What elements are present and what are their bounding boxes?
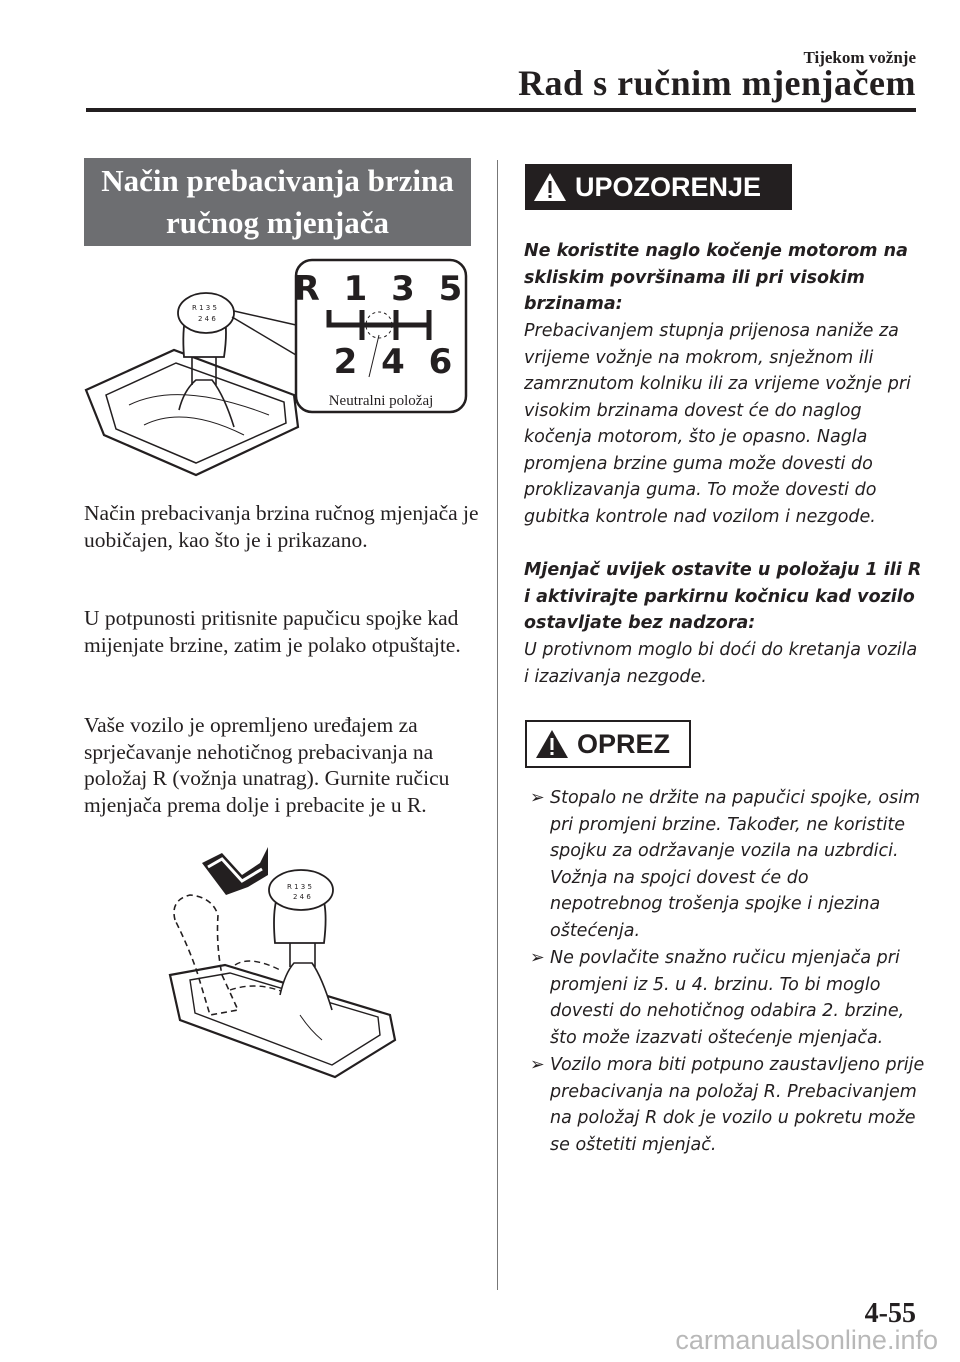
gear-pattern-figure bbox=[84, 255, 474, 480]
gear-row-bottom: 2 4 6 bbox=[333, 342, 459, 382]
warning-label: UPOZORENJE bbox=[575, 171, 762, 202]
neutral-position-label: Neutralni položaj bbox=[328, 393, 434, 409]
section-title-line1: Način prebacivanja brzina bbox=[101, 163, 454, 198]
svg-text:R 1 3 5: R 1 3 5 bbox=[287, 883, 312, 891]
svg-text:2 4 6: 2 4 6 bbox=[293, 893, 311, 901]
svg-text:R 1 3 5: R 1 3 5 bbox=[192, 304, 217, 312]
warning2-text: U protivnom moglo bi doći do kretanja vozila i izazivanja nezgode. bbox=[524, 640, 918, 687]
caution-item-text: Ne povlačite snažno ručicu mjenjača pri promjeni iz 5. u 4. brzinu. To bi moglo dovesti do nehotičnog odabira 2. brzine, što može izazvati oštećenje mjenjača. bbox=[550, 948, 905, 1048]
caution-banner bbox=[525, 720, 691, 768]
caution-triangle-icon bbox=[535, 729, 569, 759]
svg-text:2 4 6: 2 4 6 bbox=[198, 315, 216, 323]
watermark: carmanualsonline.info bbox=[675, 1325, 938, 1355]
section-title-box bbox=[84, 158, 471, 246]
warning-banner bbox=[525, 164, 792, 210]
warning1-heading: Ne koristite naglo kočenje motorom na skliskim površinama ili pri visokim brzinama: bbox=[524, 241, 908, 314]
caution-item bbox=[530, 785, 925, 944]
page-number: 4-55 bbox=[864, 1298, 916, 1329]
header-rule bbox=[86, 108, 916, 112]
arrow-bullet-icon: ➢ bbox=[530, 788, 545, 808]
chapter-title: Rad s ručnim mjenjačem bbox=[518, 63, 916, 103]
caution-item bbox=[530, 945, 925, 1051]
warning2-heading: Mjenjač uvijek ostavite u položaju 1 ili R i aktivirajte parkirnu kočnicu kad vozilo ostavljate bez nadzora: bbox=[524, 560, 922, 633]
paragraph-clutch: U potpunosti pritisnite papučicu spojke kad mijenjate brzine, zatim je polako otpuštajte. bbox=[84, 606, 461, 657]
warning-triangle-icon bbox=[533, 172, 567, 202]
caution-label: OPREZ bbox=[577, 728, 671, 759]
arrow-bullet-icon: ➢ bbox=[530, 948, 545, 968]
paragraph-reverse-lockout: Vaše vozilo je opremljeno uređajem za sprječavanje nehotičnog prebacivanja na položaj R (vožnja unatrag). Gurnite ručicu mjenjača prema dolje i prebacite je u R. bbox=[84, 713, 450, 817]
section-title-line2: ručnog mjenjača bbox=[166, 205, 389, 240]
gear-row-top: R 1 3 5 bbox=[293, 269, 469, 309]
caution-item-text: Vozilo mora biti potpuno zaustavljeno prije prebacivanja na položaj R. Prebacivanjem na položaj R dok je vozilo u pokretu može se oštetiti mjenjač. bbox=[550, 1055, 925, 1155]
paragraph-shift-pattern: Način prebacivanja brzina ručnog mjenjača je uobičajen, kao što je i prikazano. bbox=[84, 501, 479, 552]
reverse-shift-figure bbox=[150, 845, 445, 1080]
arrow-bullet-icon: ➢ bbox=[530, 1055, 545, 1075]
section-header: Tijekom vožnje bbox=[803, 48, 916, 67]
caution-item bbox=[530, 1052, 925, 1158]
caution-item-text: Stopalo ne držite na papučici spojke, osim pri promjeni brzine. Također, ne koristite spojku za održavanje vozila na uzbrdici. Vožnja na spojci dovest će do nepotrebnog trošenja spojke i njezina oštećenja. bbox=[550, 788, 921, 941]
warning1-text: Prebacivanjem stupnja prijenosa naniže za vrijeme vožnje na mokrom, snježnom ili zamrznutom kolniku ili za vrijeme vožnje pri visokim brzinama dovest će do naglog kočenja motorom, što je opasno. Nagla promjena brzine guma može dovesti do proklizavanja guma. To može dovesti do gubitka kontrole nad vozilom i nezgode. bbox=[524, 321, 911, 527]
column-divider bbox=[497, 160, 498, 1290]
